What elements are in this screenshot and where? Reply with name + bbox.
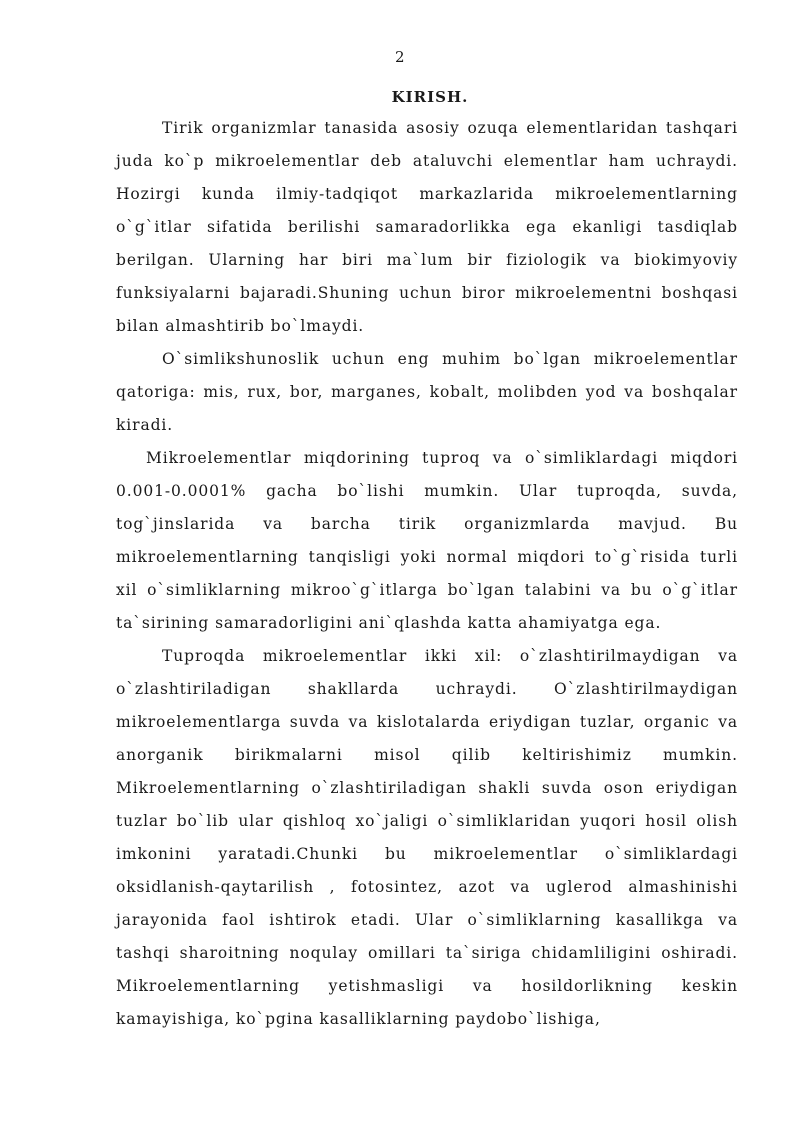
page-number: 2 xyxy=(394,48,406,66)
paragraph-soil-content: Mikroelementlar miqdorining tuproq va o`simliklardagi miqdori 0.001-0.0001% gacha bo`lishi mumkin. Ular tuproqda, suvda, tog`jinslarida va barcha tirik organizmlarda mavjud. Bu mikroelementlarning tanqisligi yoki normal miqdori to`g`risida turli xil o`simliklarning mikroo`g`itlarga bo`lgan talabini va bu o`g`itlar ta`sirining samaradorligini ani`qlashda katta ahamiyatga ega. xyxy=(116,449,738,632)
paragraph-forms: Tuproqda mikroelementlar ikki xil: o`zlashtirilmaydigan va o`zlashtiriladigan shakllarda uchraydi. O`zlashtirilmaydigan mikroelementlarga suvda va kislotalarda eriydigan tuzlar, organic va anorganik birikmalarni misol qilib keltirishimiz mumkin. Mikroelementlarning o`zlashtiriladigan shakli suvda oson eriydigan tuzlar bo`lib ular qishloq xo`jaligi o`simliklaridan yuqori hosil olish imkonini yaratadi.Chunki bu mikroelementlar o`simliklardagi oksidlanish-qaytarilish , fotosintez, azot va uglerod almashinishi jarayonida faol ishtirok etadi. Ular o`simliklarning kasallikga va tashqi sharoitning noqulay omillari ta`siriga chidamliligini oshiradi. Mikroelementlarning yetishmasligi va hosildorlikning keskin kamayishiga, ko`pgina kasalliklarning paydobo`lishiga, xyxy=(116,647,738,1028)
paragraph-plant-microelements: O`simlikshunoslik uchun eng muhim bo`lgan mikroelementlar qatoriga: mis, rux, bor, marganes, kobalt, molibden yod va boshqalar kiradi. xyxy=(116,350,738,434)
document-body xyxy=(116,112,738,1036)
page-title: KIRISH. xyxy=(391,88,469,106)
paragraph-intro: Tirik organizmlar tanasida asosiy ozuqa elementlaridan tashqari juda ko`p mikroelementlar deb ataluvchi elementlar ham uchraydi. Hozirgi kunda ilmiy-tadqiqot markazlarida mikroelementlarning o`g`itlar sifatida berilishi samaradorlikka ega ekanligi tasdiqlab berilgan. Ularning har biri ma`lum bir fiziologik va biokimyoviy funksiyalarni bajaradi.Shuning uchun biror mikroelementni boshqasi bilan almashtirib bo`lmaydi. xyxy=(116,119,738,335)
